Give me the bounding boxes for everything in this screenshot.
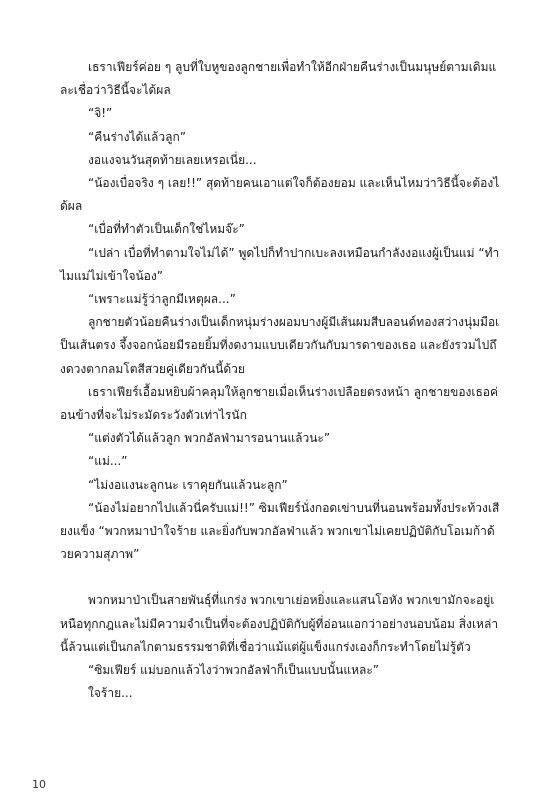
paragraph: พวกหมาป่าเป็นสายพันธุ์ที่แกร่ง พวกเขาเย่อหยิ่งและแสนโอหัง พวกเขามักจะอยู่เหนือทุกกฎและไม่มีความจำเป็นที่จะต้องปฏิบัติกับผู้ที่อ่อนแอกว่าอย่างนอบน้อม สิ่งเหล่านี้ล้วนแต่เป็นกลไกตามธรรมชาติที่เชื่อว่าแม้แต่ผู้แข็งแกร่งเองก็กระทำโดยไม่รู้ตัว [60, 593, 499, 654]
paragraph: “น้องไม่อยากไปแล้วนี่ครับแม่!!” ซิมเฟียร์นั่งกอดเข่าบนที่นอนพร้อมทั้งประท้วงเสียงแข็ง “พวกหมาป่าใจร้าย และยิ่งกับพวกอัลฟ่าแล้ว พวกเขาไม่เคยปฏิบัติกับโอเมก้าด้วยความสุภาพ” [60, 500, 500, 562]
paragraph: งอแงจนวันสุดท้ายเลยเหรอเนี่ย... [88, 152, 257, 167]
paragraph: “แต่งตัวได้แล้วลูก พวกอัลฟ่ามารอนานแล้วนะ” [88, 431, 331, 446]
paragraph: “น้องเบื่อจริง ๆ เลย!!” สุดท้ายคนเอาแต่ใจก็ต้องยอม และเห็นไหมว่าวิธีนี้จะต้องได้ผล [60, 176, 500, 214]
paragraph: “เบื่อที่ทำตัวเป็นเด็กใช่ไหมจ๊ะ” [88, 222, 245, 237]
paragraph: ลูกชายตัวน้อยคืนร่างเป็นเด็กหนุ่มร่างผอมบางผู้มีเส้นผมสีบลอนด์ทองสว่างนุ่มมือเป็นเส้นตรง จึ้งจอกน้อยมีรอยยิ้มที่งดงามแบบเดียวกันกับมารดาของเธอ และยังรวมไปถึงดวงตากลมโตสีสวยคู่เดียวกันนี้ด้วย [60, 315, 500, 376]
paragraph: “คืนร่างได้แล้วลูก” [88, 129, 186, 144]
paragraph: “เพราะแม่รู้ว่าลูกมีเหตุผล...” [88, 292, 236, 307]
paragraph: “แม่...” [88, 454, 128, 469]
paragraph: “จิ!” [88, 106, 113, 121]
page-number: 10 [32, 778, 46, 791]
paragraph: ใจร้าย... [88, 686, 133, 701]
paragraph: เธราเฟียร์ค่อย ๆ ลูบที่ใบหูของลูกชายเพื่อทำให้อีกฝ่ายคืนร่างเป็นมนุษย์ตามเดิมและเชื่อว่าวิธีนี้จะได้ผล [60, 60, 497, 98]
section-gap [60, 566, 500, 589]
body-text [60, 56, 500, 705]
paragraph: “เปล่า เบื่อที่ทำตามใจไม่ได้” พูดไปก็ทำปากเบะลงเหมือนกำลังงอแงผู้เป็นแม่ “ทำไมแม่ไม่เข้าใจน้อง” [60, 245, 500, 283]
paragraph: “ไม่งอแงนะลูกนะ เราคุยกันแล้วนะลูก” [88, 477, 288, 492]
paragraph: “ซิมเฟียร์ แม่บอกแล้วไงว่าพวกอัลฟ่าก็เป็นแบบนั้นแหละ” [88, 663, 380, 678]
paragraph: เธราเฟียร์เอื้อมหยิบผ้าคลุมให้ลูกชายเมื่อเห็นร่างเปลือยตรงหน้า ลูกชายของเธอค่อนข้างที่จะไม่ระมัดระวังตัวเท่าไรนัก [60, 384, 499, 423]
